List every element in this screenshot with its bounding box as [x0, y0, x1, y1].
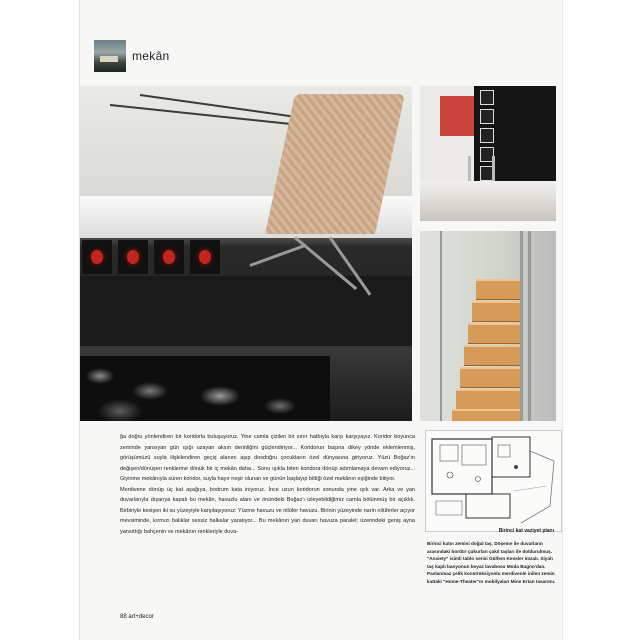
- floor-plan-drawing: [425, 430, 562, 532]
- pebble-border: [80, 356, 330, 421]
- main-interior-photo: [80, 86, 412, 421]
- stair-step: [460, 367, 520, 388]
- magazine-page: [80, 0, 562, 640]
- red-portrait-artwork: [154, 240, 184, 274]
- article-body: [120, 432, 415, 537]
- red-portrait-artwork: [118, 240, 148, 274]
- stair-step: [456, 389, 520, 410]
- stair-step: [468, 323, 520, 344]
- photo-caption: Birinci katın zemini doğal taş. Döşeme ile duvarların arasındaki bordür çukurları çakıl taşları ile doldurulmuş. "Anxiety" isimli tablo serisi Gülfem Kessler imzalı. Siyah taş kaplı banyonun beyaz lavabosu Moda Bagno'dan. Paslanmaz çelik konstrüksiyonlu merdivenle inilen zemin kattaki "Home-Theater"ın mobilyaları Mine Ertan tasarımı.: [427, 541, 556, 584]
- steel-column: [528, 231, 531, 421]
- stair-step: [452, 409, 520, 421]
- glass-rail: [440, 231, 442, 421]
- faucet: [492, 156, 495, 182]
- red-wall-panel: [440, 96, 474, 136]
- article-paragraph: ğa doğru yönlendiren bir koridorla buluşuyoruz. Yine camla çizilen bir sınır hatbıyla karşı karşıyayız. Koridor boyunca zeminde yansıyan gün ışığı uzayan aksın derinliğini güçlendiriyor... Koridorun başına dikey yönde eklemlenmiş, görüşümüzü suyla ilişkilendiren geçiş alanını aşıp dosdoğru çocukların özel dünyasına giriyoruz. Yüzü Boğaz'ın değişen/dönüşen renklerine dönük bir iç mekân daha... Sonu ışıkla biten koridora dönüp adımlamaya devam ediyoruz... Giyinme mekânıyla süren koridor, suyla hayır neşir olunan ve günün başlayıp bittiği özel mekânın eşiğinde bitiyor.: [120, 434, 415, 482]
- section-title: mekân: [132, 49, 170, 63]
- article-paragraph: Merdivene dönüp üç kat aşağıya, bodrum kata iniyoruz. İnce uzun koridorun sonunda yine ışık var. Arka ve yan duvarlarıyla dışarıya kapalı bu mekân, havuzlu alanı ve önündeki Boğaz'ı izleyebildiğimiz camla bölünmüş bir açıklık. Birbiriyle kesişen iki su yüzeyiyle karşılaşıyoruz: Yüzme havuzu ve nilüfer havuzu. Birinin yüzeyinde narin nilüferler açıyor mevsiminde, kırmızı balıklar sessiz halkalar yaratıyor... Bu mekânın yan duvarı havuza paralel; üzerindeki geniş ayna yansıttığı bahçenin ve mekânın renkleriyle duva-: [120, 486, 415, 535]
- section-header: [94, 40, 170, 72]
- staircase-photo: [420, 231, 556, 421]
- steel-column: [520, 231, 523, 421]
- red-portrait-artwork: [190, 240, 220, 274]
- chair-leg: [249, 244, 306, 267]
- stair-step: [464, 345, 520, 366]
- stair-step: [476, 279, 520, 300]
- white-basin: [420, 181, 556, 221]
- bathroom-photo: [420, 86, 556, 221]
- stair-step: [472, 301, 520, 322]
- red-portrait-artwork: [82, 240, 112, 274]
- page-footer: 88 art+decor: [120, 614, 154, 620]
- faucet: [468, 156, 471, 182]
- plan-caption: Birinci kat vaziyet planı: [498, 528, 554, 534]
- section-thumbnail: [94, 40, 126, 72]
